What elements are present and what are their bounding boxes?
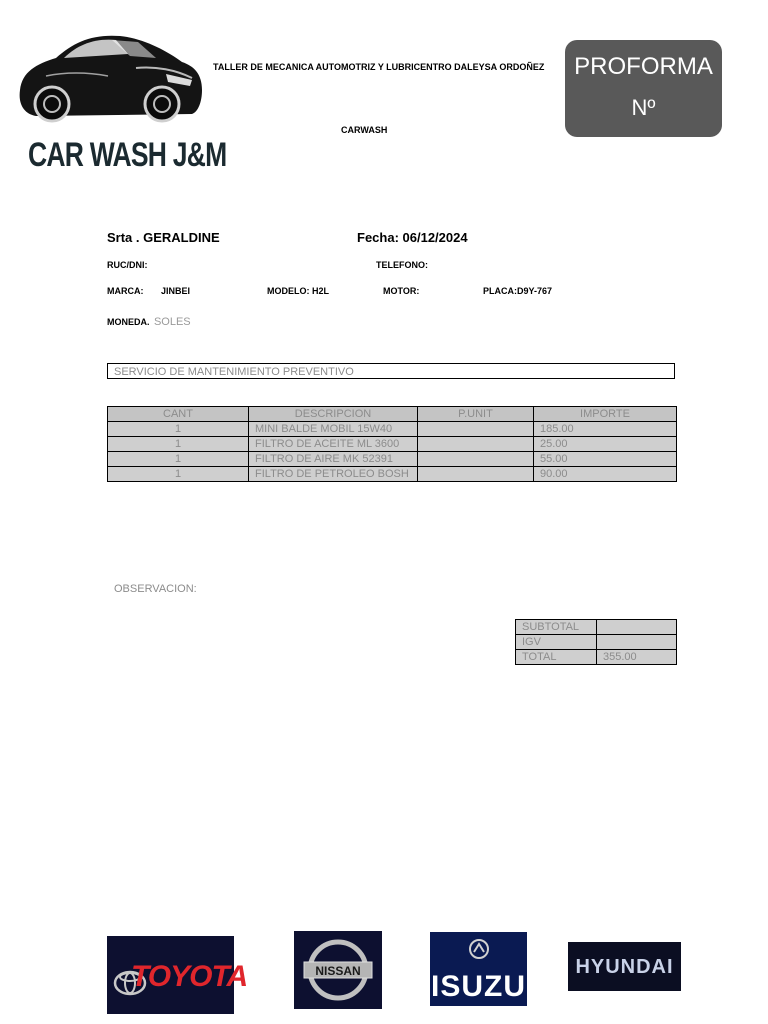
hyundai-text: HYUNDAI: [575, 956, 674, 978]
marca-value: JINBEI: [161, 286, 191, 296]
subtotal-value: [597, 620, 677, 635]
cell-importe: 90.00: [534, 467, 677, 482]
cell-punit: [418, 437, 534, 452]
cell-punit: [418, 422, 534, 437]
cell-punit: [418, 467, 534, 482]
moneda-value: SOLES: [153, 316, 191, 328]
subtotal-row: [516, 620, 677, 635]
placa-field: PLACA:D9Y-767: [483, 286, 553, 296]
logo-text: CAR WASH J&M: [28, 136, 227, 174]
cell-descripcion: FILTRO DE AIRE MK 52391: [249, 452, 418, 467]
motor-label: MOTOR:: [383, 286, 420, 296]
items-table: [107, 406, 677, 482]
company-name: TALLER DE MECANICA AUTOMOTRIZ Y LUBRICENTRO DALEYSA ORDOÑEZ: [213, 62, 545, 72]
igv-label: IGV: [516, 635, 597, 650]
cell-cant: 1: [108, 437, 249, 452]
cell-cant: 1: [108, 452, 249, 467]
moneda-row: [107, 312, 191, 330]
isuzu-text: ISUZU: [431, 970, 526, 1003]
igv-value: [597, 635, 677, 650]
header-importe: IMPORTE: [534, 407, 677, 422]
subtotal-label: SUBTOTAL: [516, 620, 597, 635]
isuzu-logo: [430, 932, 527, 1006]
cell-cant: 1: [108, 422, 249, 437]
header-punit: P.UNIT: [418, 407, 534, 422]
total-row: [516, 650, 677, 665]
table-row: [108, 437, 677, 452]
carwash-subtitle: CARWASH: [341, 125, 388, 135]
date-field: Fecha: 06/12/2024: [357, 230, 468, 245]
igv-row: [516, 635, 677, 650]
header-cant: CANT: [108, 407, 249, 422]
table-row: [108, 452, 677, 467]
cell-descripcion: MINI BALDE MOBIL 15W40: [249, 422, 418, 437]
totals-table: [515, 619, 677, 665]
cell-punit: [418, 452, 534, 467]
client-name: Srta . GERALDINE: [107, 230, 220, 245]
cell-descripcion: FILTRO DE PETROLEO BOSH: [249, 467, 418, 482]
isuzu-emblem-icon: [468, 938, 490, 960]
cell-importe: 55.00: [534, 452, 677, 467]
table-row: [108, 422, 677, 437]
ruc-label: RUC/DNI:: [107, 260, 148, 270]
proforma-number: Nº: [631, 95, 656, 120]
cell-importe: 185.00: [534, 422, 677, 437]
marca-label: MARCA:: [107, 286, 144, 296]
total-value: 355.00: [597, 650, 677, 665]
cell-importe: 25.00: [534, 437, 677, 452]
toyota-logo: [107, 936, 248, 1014]
proforma-label: PROFORMA: [574, 53, 713, 80]
toyota-text: TOYOTA: [131, 960, 248, 993]
nissan-logo: [294, 931, 382, 1009]
nissan-text: NISSAN: [315, 964, 361, 978]
moneda-label: MONEDA.: [107, 317, 150, 327]
hyundai-logo: [568, 942, 681, 991]
service-description-box: SERVICIO DE MANTENIMIENTO PREVENTIVO: [107, 363, 675, 379]
car-logo-image: [16, 28, 204, 132]
telefono-label: TELEFONO:: [376, 260, 428, 270]
cell-cant: 1: [108, 467, 249, 482]
table-row: [108, 467, 677, 482]
modelo-field: MODELO: H2L: [267, 286, 329, 296]
table-header-row: [108, 407, 677, 422]
observacion-label: OBSERVACION:: [114, 583, 197, 595]
proforma-box: [565, 40, 722, 137]
cell-descripcion: FILTRO DE ACEITE ML 3600: [249, 437, 418, 452]
total-label: TOTAL: [516, 650, 597, 665]
header-descripcion: DESCRIPCION: [249, 407, 418, 422]
